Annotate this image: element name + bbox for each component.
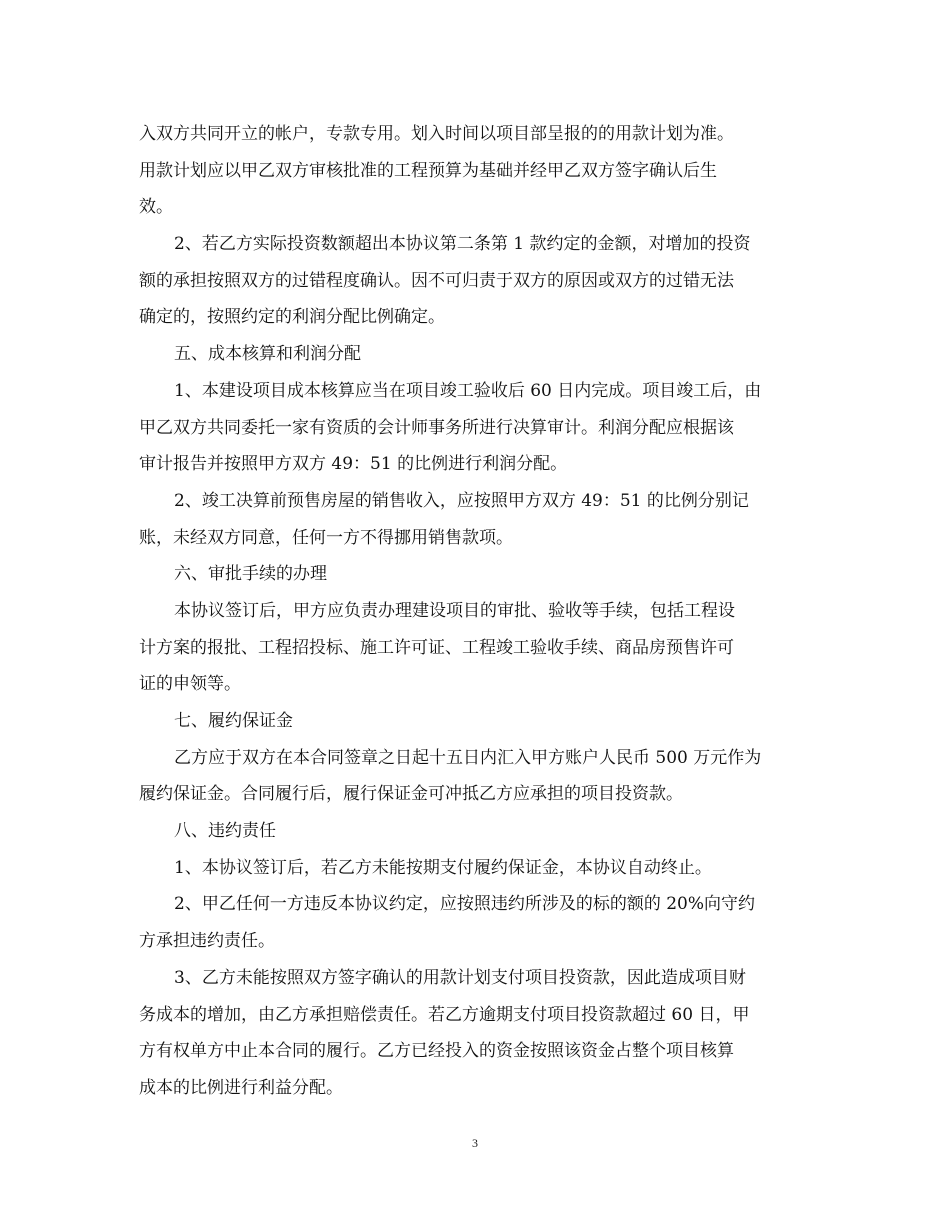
text-line: 方有权单方中止本合同的履行。乙方已经投入的资金按照该资金占整个项目核算 [139, 1041, 734, 1062]
text-line: 五、成本核算和利润分配 [174, 344, 361, 365]
text-line: 成本的比例进行利益分配。 [139, 1077, 343, 1098]
text-line: 账，未经双方同意，任何一方不得挪用销售款项。 [139, 527, 513, 548]
document-body [139, 116, 815, 1107]
text-line: 额的承担按照双方的过错程度确认。因不可归责于双方的原因或双方的过错无法 [139, 270, 734, 291]
text-line: 确定的，按照约定的利润分配比例确定。 [139, 307, 445, 328]
text-line: 入双方共同开立的帐户，专款专用。划入时间以项目部呈报的的用款计划为准。 [139, 124, 734, 144]
text-line: 证的申领等。 [139, 674, 241, 695]
text-line: 2、竣工决算前预售房屋的销售收入，应按照甲方双方 49：51 的比例分别记 [174, 490, 749, 511]
text-line: 务成本的增加，由乙方承担赔偿责任。若乙方逾期支付项目投资款超过 60 日，甲 [139, 1004, 750, 1025]
text-line: 1、本建设项目成本核算应当在项目竣工验收后 60 日内完成。项目竣工后，由 [174, 380, 762, 401]
text-line: 计方案的报批、工程招投标、施工许可证、工程竣工验收手续、商品房预售许可 [139, 637, 734, 658]
text-line: 审计报告并按照甲方双方 49：51 的比例进行利润分配。 [139, 454, 568, 475]
page-number: 3 [472, 1136, 478, 1150]
text-line: 履约保证金。合同履行后，履行保证金可冲抵乙方应承担的项目投资款。 [139, 784, 683, 805]
text-line: 用款计划应以甲乙双方审核批准的工程预算为基础并经甲乙双方签字确认后生 [139, 160, 717, 181]
text-line: 七、履约保证金 [174, 711, 293, 731]
text-line: 1、本协议签订后，若乙方未能按期支付履约保证金，本协议自动终止。 [174, 857, 712, 878]
text-line: 甲乙双方共同委托一家有资质的会计师事务所进行决算审计。利润分配应根据该 [139, 417, 734, 438]
text-line: 本协议签订后，甲方应负责办理建设项目的审批、验收等手续，包括工程设 [174, 600, 735, 621]
text-line: 2、甲乙任何一方违反本协议约定，应按照违约所涉及的标的额的 20%向守约 [174, 894, 756, 915]
text-line: 六、审批手续的办理 [174, 564, 327, 585]
text-line: 2、若乙方实际投资数额超出本协议第二条第 1 款约定的金额，对增加的投资 [174, 234, 751, 255]
text-line: 方承担违约责任。 [139, 931, 275, 952]
text-line: 3、乙方未能按照双方签字确认的用款计划支付项目投资款，因此造成项目财 [174, 967, 746, 988]
text-line: 八、违约责任 [174, 821, 276, 842]
text-line: 乙方应于双方在本合同签章之日起十五日内汇入甲方账户人民币 500 万元作为 [174, 747, 762, 768]
text-line: 效。 [139, 197, 173, 218]
